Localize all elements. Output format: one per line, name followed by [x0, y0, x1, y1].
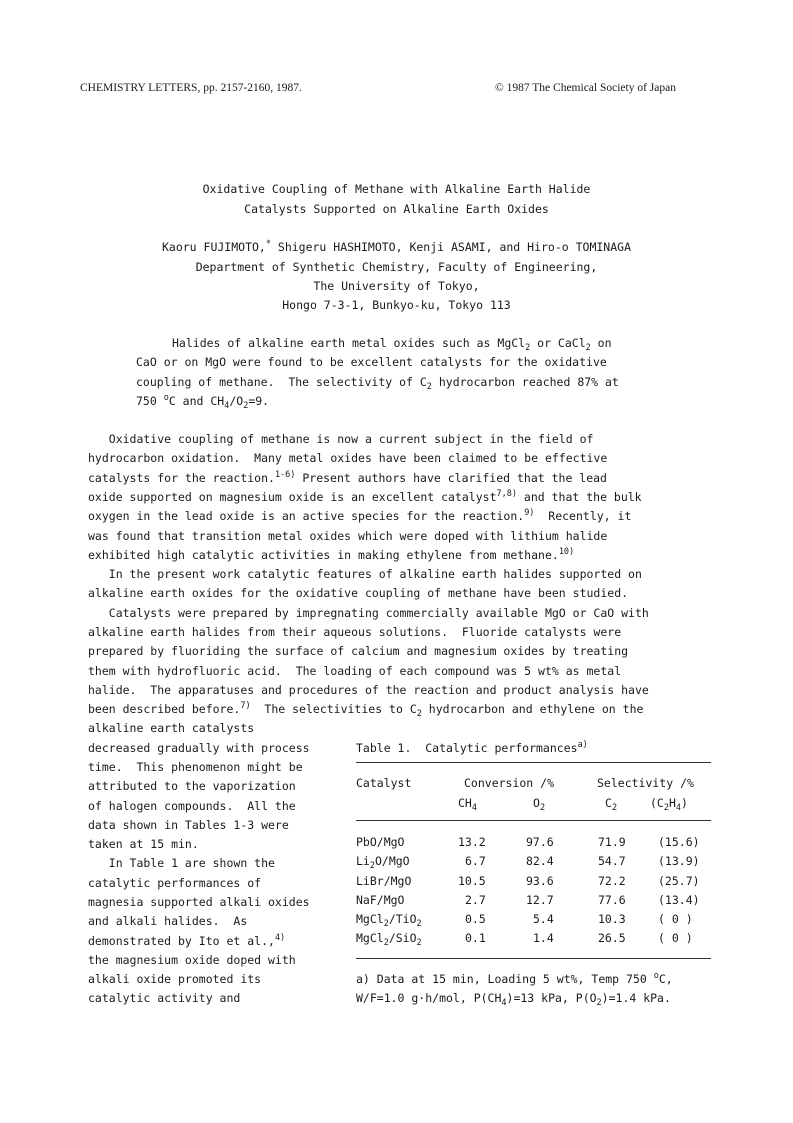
journal-citation: CHEMISTRY LETTERS, pp. 2157-2160, 1987. [80, 82, 302, 94]
body-p1-line6: was found that transition metal oxides which were doped with lithium halide [88, 529, 608, 543]
table-header-o2: $O_2$ [533, 796, 546, 813]
leftcol-line: of halogen compounds. All the [88, 799, 296, 813]
body-p1-line4: oxide supported on magnesium oxide is an excellent catalyst$^{7,8)}$ and that the bulk [88, 489, 642, 504]
author-list [0, 240, 793, 254]
leftcol-line: and alkali halides. As [88, 914, 248, 928]
body-p3-line7: alkaline earth catalysts [88, 721, 255, 735]
body-p3-line4: them with hydrofluoric acid. The loading of each compound was 5 wt% as metal [88, 664, 622, 678]
table-header-catalyst: Catalyst [356, 776, 412, 790]
affiliation-line1: Department of Synthetic Chemistry, Faculty of Engineering, [195, 260, 598, 274]
paper-title-line1: Oxidative Coupling of Methane with Alkaline Earth Halide [202, 182, 591, 196]
paper-title-line2: Catalysts Supported on Alkaline Earth Oxides [244, 202, 549, 216]
leftcol-line: alkali oxide promoted its [88, 972, 262, 986]
abstract-line1: Halides of alkaline earth metal oxides such as MgCl$_2$ or CaCl$_2$ on [172, 336, 612, 353]
leftcol-line: attributed to the vaporization [88, 779, 296, 793]
table-bottom-rule [356, 958, 711, 959]
affiliation-line3: Hongo 7-3-1, Bunkyo-ku, Tokyo 113 [282, 298, 511, 312]
leftcol-line: catalytic activity and [88, 991, 241, 1005]
table-footnote-line2: W/F=1.0 g·h/mol, $P(CH_4)=13$ kPa, $P(O_2)=1.4$ kPa. [356, 991, 671, 1008]
body-p1-line2: hydrocarbon oxidation. Many metal oxides have been claimed to be effective [88, 451, 608, 465]
table-top-rule [356, 762, 711, 763]
body-p1-line3: catalysts for the reaction.$^{1-6)}$ Present authors have clarified that the lead [88, 470, 607, 485]
table-header-conversion: Conversion /% [464, 776, 555, 790]
body-p2-line2: alkaline earth oxides for the oxidative coupling of methane have been studied. [88, 586, 629, 600]
copyright-notice: © 1987 The Chemical Society of Japan [495, 82, 676, 94]
table-header-c2h4: $(C_2H_4)$ [650, 796, 688, 813]
leftcol-line: catalytic performances of [88, 876, 262, 890]
leftcol-line: the magnesium oxide doped with [88, 953, 296, 967]
table-footnote-line1: a) Data at 15 min, Loading 5 wt%, Temp 750 $^o$C, [356, 971, 673, 986]
leftcol-line: demonstrated by Ito et al.,$^{4)}$ [88, 933, 286, 948]
body-p1-line5: oxygen in the lead oxide is an active species for the reaction.$^{9)}$ Recently, it [88, 508, 632, 523]
leftcol-line: time. This phenomenon might be [88, 760, 303, 774]
body-p1-line1: Oxidative coupling of methane is now a current subject in the field of [88, 432, 594, 446]
body-p3-line5: halide. The apparatuses and procedures of the reaction and product analysis have [88, 683, 649, 697]
table-caption: Table 1. Catalytic performances$^{a)}$ [356, 740, 588, 755]
abstract-line4: 750 $^o$C and $CH_4/O_2=9$. [136, 393, 270, 411]
table-header-ch4: $CH_4$ [458, 796, 477, 813]
table-header-rule [356, 820, 711, 821]
body-p2-line1: In the present work catalytic features of alkaline earth halides supported on [88, 567, 642, 581]
body-p3-line3: prepared by fluoriding the surface of calcium and magnesium oxides by treating [88, 644, 629, 658]
body-p1-line7: exhibited high catalytic activities in making ethylene from methane.$^{10)}$ [88, 547, 575, 562]
table-header-c2: $C_2$ [605, 796, 618, 813]
author-first: Kaoru FUJIMOTO, [161, 240, 266, 254]
abstract-line3: coupling of methane. The selectivity of $C_2$ hydrocarbon reached 87% at [136, 375, 619, 392]
leftcol-line: In Table 1 are shown the [88, 856, 275, 870]
corresponding-mark: * [265, 239, 271, 249]
leftcol-line: data shown in Tables 1-3 were [88, 818, 289, 832]
leftcol-line: magnesia supported alkali oxides [88, 895, 310, 909]
leftcol-line: taken at 15 min. [88, 837, 199, 851]
author-others: Shigeru HASHIMOTO, Kenji ASAMI, and Hiro-o TOMINAGA [270, 240, 631, 254]
abstract-line2: CaO or on MgO were found to be excellent catalysts for the oxidative [136, 355, 607, 369]
leftcol-line: decreased gradually with process [88, 741, 310, 755]
table-header-selectivity: Selectivity /% [597, 776, 694, 790]
body-p3-line1: Catalysts were prepared by impregnating commercially available MgO or CaO with [88, 606, 649, 620]
body-p3-line2: alkaline earth halides from their aqueous solutions. Fluoride catalysts were [88, 625, 622, 639]
body-p3-line6: been described before.$^{7)}$ The selectivities to $C_2$ hydrocarbon and ethylene on the [88, 701, 644, 719]
affiliation-line2: The University of Tokyo, [313, 279, 480, 293]
